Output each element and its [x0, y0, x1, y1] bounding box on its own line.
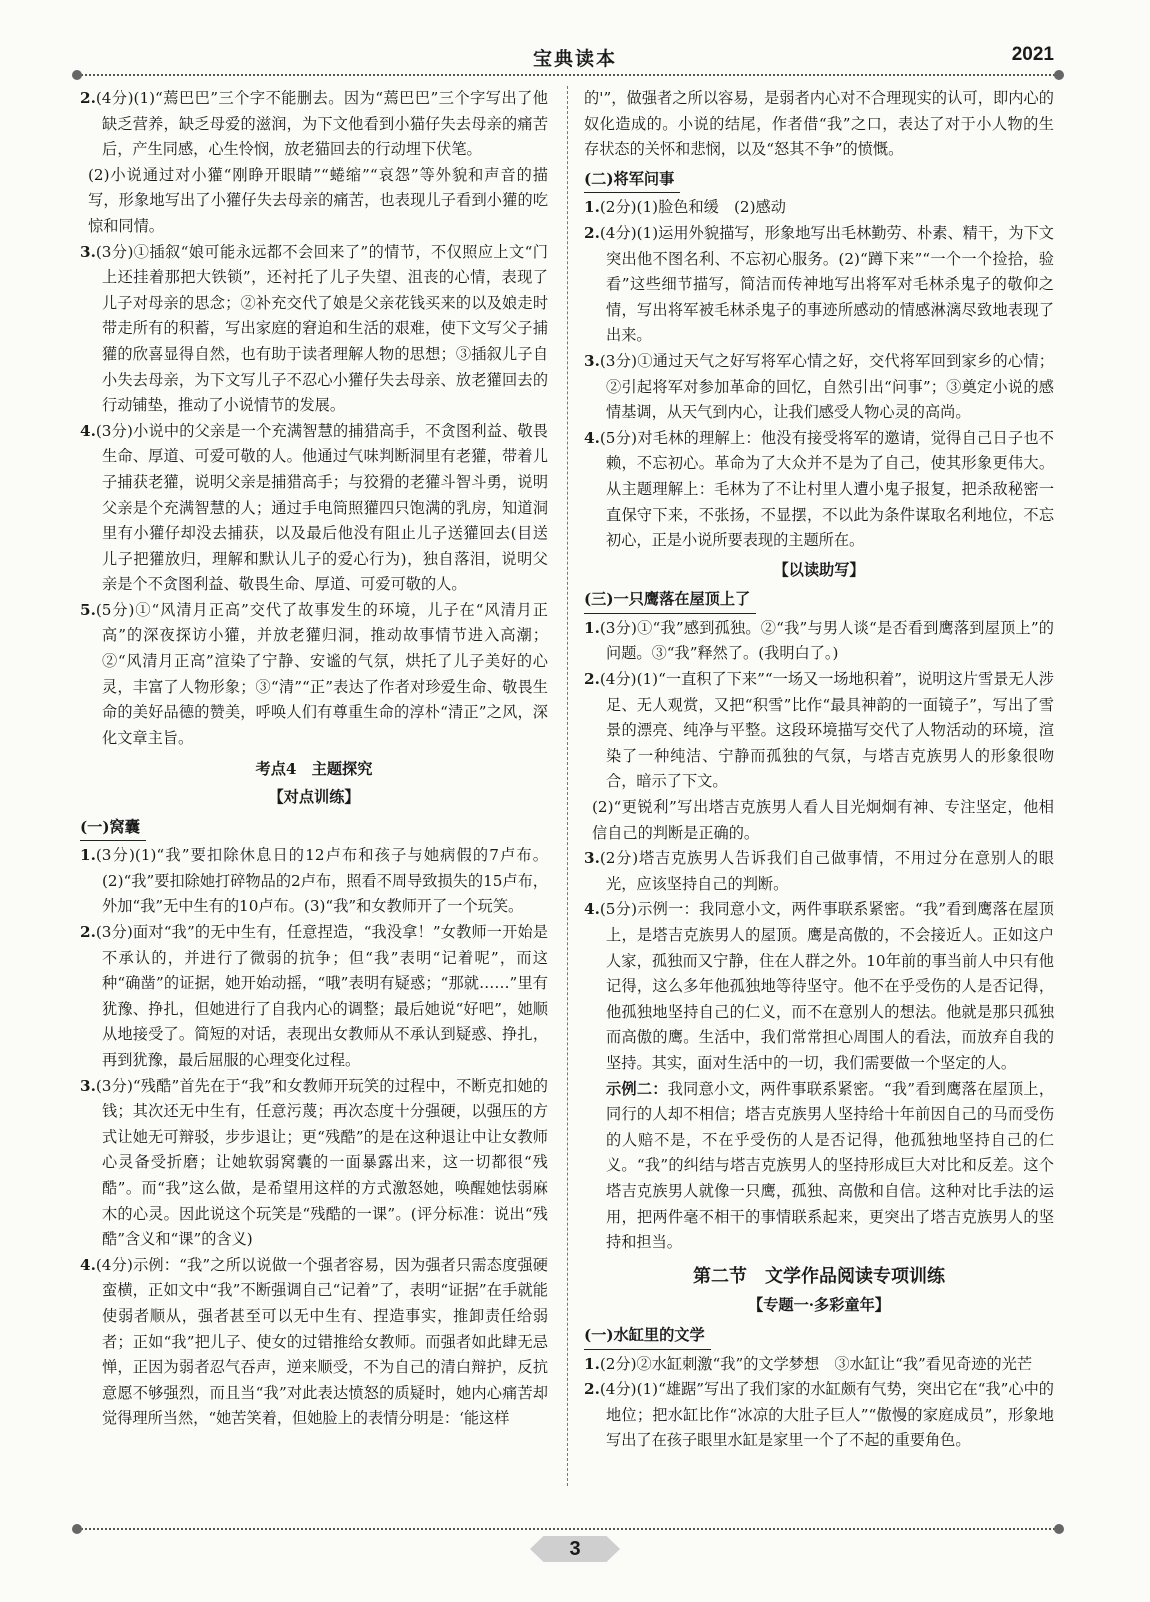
kaodian-title: 考点4 主题探究: [255, 760, 373, 779]
section-title: 第二节 文学作品阅读专项训练: [693, 1265, 945, 1287]
read-write-label: 【以读助写】: [773, 560, 865, 579]
footer-rule: [78, 1528, 1058, 1530]
left-column: [80, 86, 548, 1432]
right-column: [584, 86, 1054, 1454]
answer-item: 1.(2分)②水缸刺激“我”的文学梦想 ③水缸让“我”看见奇迹的光芒: [584, 1354, 1033, 1373]
answer-item: 示例二：我同意小文，两件事联系紧密。“我”看到鹰落在屋顶上，同行的人却不相信；塔吉克族男人坚持给十年前因自己的马而受伤的人赔不是，不在乎受伤的人是否记得，他孤独地坚持自己的仁义。“我”的纠结与塔吉克族男人的坚持形成巨大对比和反差。这个塔吉克族男人就像一只鹰，孤独、高傲和自信。这种对比手法的运用，把两件毫不相干的事情联系起来，更突出了塔吉克族男人的坚持和担当。: [606, 1079, 1055, 1252]
answer-item: 1.(2分)(1)脸色和缓 (2)感动: [584, 198, 786, 217]
practice-label: 【对点训练】: [268, 788, 360, 807]
answer-item: 2.(3分)面对“我”的无中生有，任意捏造，“我没拿！”女教师一开始是不承认的，并进行了微弱的抗争；但“我”表明“记着呢”，而这种“确凿”的证据，她开始动摇，“哦”表明有疑惑；“那就……”里有犹豫、挣扎，但她进行了自我内心的调整；最后她说“好吧”，她顺从地接受了。简短的对话，表现出女教师从不承认到疑惑、挣扎，再到犹豫，最后屈服的心理变化过程。: [80, 923, 548, 1069]
header-year: 2021: [1011, 44, 1054, 65]
answer-item: 2.(4分)(1)“一直积了下来”“一场又一场地积着”，说明这片雪景无人涉足、无人观赏，又把“积雪”比作“最具神韵的一面镜子”，写出了雪景的漂亮、纯净与平整。这段环境描写交代了人物活动的环境，渲染了一种纯洁、宁静而孤独的气氛，与塔吉克族男人的形象很吻合，暗示了下文。: [584, 670, 1054, 791]
header-title: 宝典读本: [532, 48, 617, 70]
answer-item: 5.(5分)①“风清月正高”交代了故事发生的环境，儿子在“风清月正高”的深夜探访小獾，并放老獾归洞，推动故事情节进入高潮；②“风清月正高”渲染了宁静、安谧的气氛，烘托了儿子美好的心灵，丰富了人物形象；③“清”“正”表达了作者对珍爱生命、敬畏生命的美好品德的赞美，呼唤人们有尊重生命的淳朴“清正”之风，深化文章主旨。: [80, 600, 548, 747]
topic-label: 【专题一·多彩童年】: [748, 1296, 890, 1315]
answer-item: 1.(3分)(1)“我”要扣除休息日的12卢布和孩子与她病假的7卢布。(2)“我”要扣除她打碎物品的2卢布，照看不周导致损失的15卢布，外加“我”无中生有的10卢布。(3)“我”和女教师开了一个玩笑。: [80, 846, 548, 916]
answer-item: 1.(3分)①“我”感到孤独。②“我”与男人谈“是否看到鹰落到屋顶上”的问题。③“我”释然了。(我明白了。): [584, 618, 1054, 663]
answer-item: 2.(4分)(1)“蔫巴巴”三个字不能删去。因为“蔫巴巴”三个字写出了他缺乏营养，缺乏母爱的滋润，为下文他看到小猫仔失去母亲的痛苦后，产生同感，心生怜悯，放老猫回去的行动埋下伏笔。: [80, 89, 548, 159]
answer-item: 2.(4分)(1)运用外貌描写，形象地写出毛林勤劳、朴素、精干，为下文突出他不图名利、不忘初心服务。(2)“蹲下来”“一个一个捡拾，验看”这些细节描写，简洁而传神地写出将军对毛林杀鬼子的敬仰之情，写出将军被毛林杀鬼子的事迹所感动的情感淋漓尽致地表现了出来。: [584, 223, 1054, 345]
answer-item: 2.(4分)(1)“雄踞”写出了我们家的水缸颇有气势，突出它在“我”心中的地位；把水缸比作“冰凉的大肚子巨人”“傲慢的家庭成员”，形象地写出了在孩子眼里水缸是家里一个了不起的重要角色。: [584, 1380, 1054, 1450]
section-heading: (三)一只鹰落在屋顶上了: [584, 587, 1054, 614]
answer-item: 3.(3分)“残酷”首先在于“我”和女教师开玩笑的过程中，不断克扣她的钱；其次还无中生有，任意污蔑；再次态度十分强硬，以强压的方式让她无可辩驳，步步退让；更“残酷”的是在这种退让中让女教师心灵备受折磨；让她软弱窝囊的一面暴露出来，这一切都很“残酷”。而“我”这么做，是希望用这样的方式激怒她，唤醒她怯弱麻木的心灵。因此说这个玩笑是“残酷的一课”。(评分标准：说出“残酷”含义和“课”的含义): [80, 1076, 548, 1249]
answer-continuation: 的'”，做强者之所以容易，是弱者内心对不合理现实的认可，即内心的奴化造成的。小说的结尾，作者借“我”之口，表达了对于小人物的生存状态的关怀和悲悯，以及“怒其不争”的愤慨。: [584, 89, 1054, 159]
page-number: 3: [530, 1532, 620, 1566]
answer-item: (2)小说通过对小獾“刚睁开眼睛”“蜷缩”“哀怨”等外貌和声音的描写，形象地写出了小獾仔失去母亲的痛苦，也表现儿子看到小獾的吃惊和同情。: [88, 165, 548, 235]
section-heading: (一)水缸里的文学: [584, 1323, 1054, 1350]
header-rule: [78, 74, 1058, 76]
column-divider: [567, 86, 568, 1486]
answer-item: 4.(5分)示例一：我同意小文，两件事联系紧密。“我”看到鹰落在屋顶上，是塔吉克族男人的屋顶。鹰是高傲的，不会接近人。正如这户人家，孤独而又宁静，住在人群之外。10年前的事当前人中只有他记得，这么多年他孤独地等待坚守。他不在乎受伤的人是否记得，他孤独地坚持自己的仁义，而不在意别人的想法。他就是那只孤独而高傲的鹰。生活中，我们常常担心周围人的看法，而放弃自我的坚持。其实，面对生活中的一切，我们需要做一个坚定的人。: [584, 900, 1054, 1072]
section-heading: (二)将军问事: [584, 167, 1054, 194]
answer-item: 4.(3分)小说中的父亲是一个充满智慧的捕猎高手，不贪图利益、敬畏生命、厚道、可爱可敬的人。他通过气味判断洞里有老獾，带着儿子捕获老獾，说明父亲是捕猎高手；与狡猾的老獾斗智斗勇，说明父亲是个充满智慧的人；通过手电筒照獾四只饱满的乳房，知道洞里有小獾仔却没去捕获，以及最后他没有阻止儿子送獾回去(目送儿子把獾放归，理解和默认儿子的爱心行为)，独自落泪，说明父亲是个不贪图利益、敬畏生命、厚道、可爱可敬的人。: [80, 421, 548, 594]
answer-item: 4.(5分)对毛林的理解上：他没有接受将军的邀请，觉得自己日子也不赖，不忘初心。革命为了大众并不是为了自己，使其形象更伟大。从主题理解上：毛林为了不让村里人遭小鬼子报复，把杀敌秘密一直保守下来，不张扬，不显摆，不以此为条件谋取名利地位，不忘初心，正是小说所要表现的主题所在。: [584, 428, 1054, 550]
answer-item: 3.(3分)①插叙“娘可能永远都不会回来了”的情节，不仅照应上文“门上还挂着那把大铁锁”，还衬托了儿子失望、沮丧的心情，表现了儿子对母亲的思念；②补充交代了娘是父亲花钱买来的以及娘走时带走所有的积蓄，写出家庭的窘迫和生活的艰难，使下文写父子捕獾的欣喜显得自然，也有助于读者理解人物的思想；③插叙儿子自小失去母亲，为下文写儿子不忍心小獾仔失去母亲、放老獾回去的行动铺垫，推动了小说情节的发展。: [80, 242, 548, 415]
answer-item: 4.(4分)示例：“我”之所以说做一个强者容易，因为强者只需态度强硬蛮横，正如文中“我”不断强调自己“记着”了，表明“证据”在手就能使弱者顺从，强者甚至可以无中生有、捏造事实，推卸责任给弱者；正如“我”把儿子、使女的过错推给女教师。而强者如此肆无忌惮，正因为弱者忍气吞声，逆来顺受，不为自己的清白辩护，反抗意愿不够强烈，而且当“我”对此表达愤怒的质疑时，她内心痛苦却觉得理所当然，“她苦笑着，但她脸上的表情分明是：‘能这样: [80, 1255, 548, 1428]
section-heading: (一)窝囊: [80, 815, 548, 842]
answer-item: 3.(2分)塔吉克族男人告诉我们自己做事情，不用过分在意别人的眼光，应该坚持自己的判断。: [584, 849, 1054, 893]
answer-item: 3.(3分)①通过天气之好写将军心情之好，交代将军回到家乡的心情；②引起将军对参加革命的回忆，自然引出“问事”；③奠定小说的感情基调，从天气到内心，让我们感受人物心灵的高尚。: [584, 351, 1054, 422]
answer-item: (2)“更锐利”写出塔吉克族男人看人目光炯炯有神、专注坚定，他相信自己的判断是正确的。: [592, 798, 1054, 842]
